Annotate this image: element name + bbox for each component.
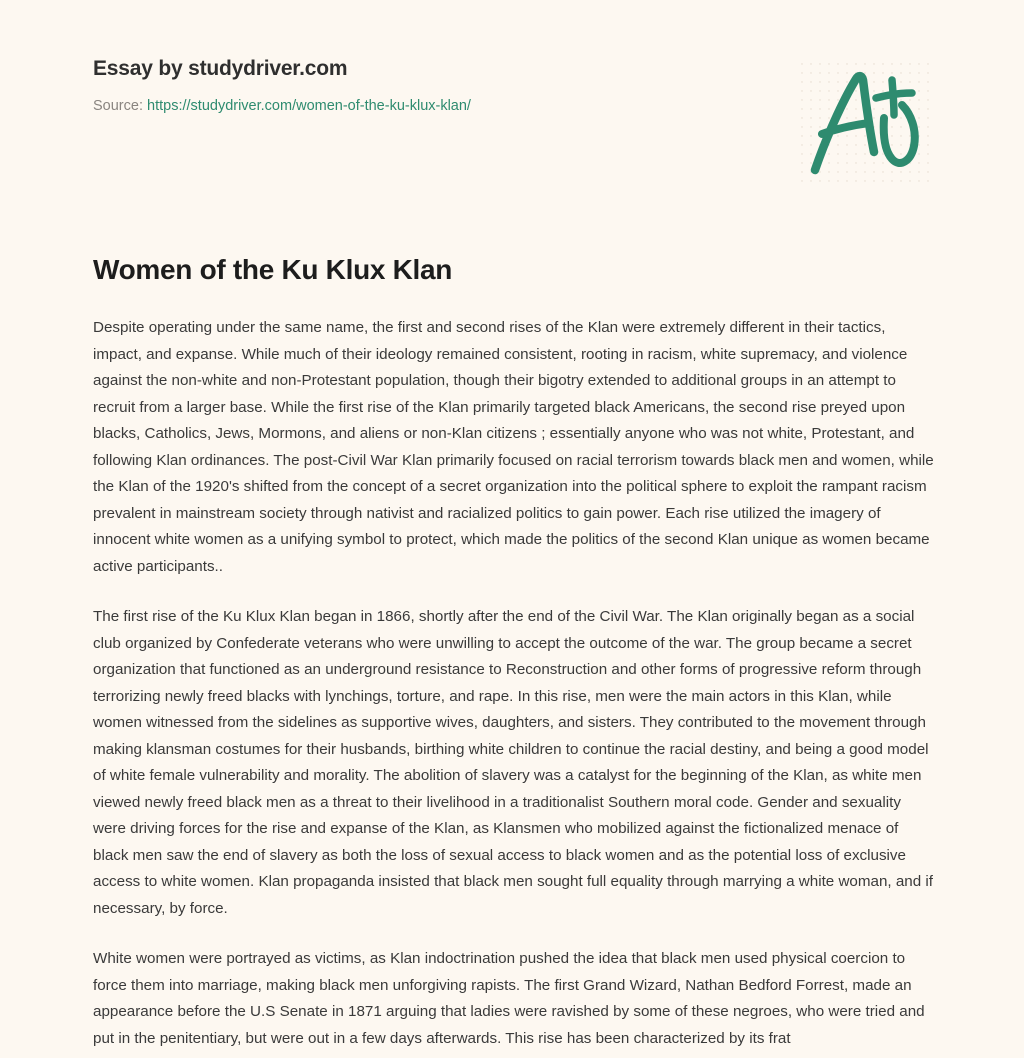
page-title: Women of the Ku Klux Klan xyxy=(93,254,453,285)
article-paragraph: White women were portrayed as victims, as Klan indoctrination pushed the idea that black men used physical coercion to force them into marriage, making black men unforgiving rapists. The first Grand Wizard, Nathan Bedford Forrest, made an appearance before the U.S Senate in 1871 arguing that ladies were ravished by some of these negroes, who were tried and put in the penitentiary, but were out in a few days afterwards. This rise has been characterized by its frat xyxy=(93,950,925,1047)
source-url-link[interactable]: https://studydriver.com/women-of-the-ku-klux-klan/ xyxy=(147,98,471,115)
source-label: Source: xyxy=(93,98,143,115)
article-body xyxy=(93,315,936,1052)
article-paragraph: Despite operating under the same name, the first and second rises of the Klan were extremely different in their tactics, impact, and expanse. While much of their ideology remained consistent, rooting in racism, white supremacy, and violence against the non-white and non-Protestant population, though their bigotry extended to additional groups in an attempt to recruit from a larger base. While the first rise of the Klan primarily targeted black Americans, the second rise preyed upon blacks, Catholics, Jews, Mormons, and aliens or non-Klan citizens ; essentially anyone who was not white, Protestant, and following Klan ordinances. The post-Civil War Klan primarily focused on racial terrorism towards black men and women, while the Klan of the 1920's shifted from the concept of a secret organization into the political sphere to exploit the rampant racism prevalent in mainstream society through nativist and racialized politics to gain power. Each rise utilized the imagery of innocent white women as a unifying symbol to protect, which made the politics of the second Klan unique as women became active participants.. xyxy=(93,319,934,575)
studydriver-a-plus-logo-icon xyxy=(800,62,936,182)
article xyxy=(93,252,936,1052)
essay-attribution: Essay by studydriver.com xyxy=(93,57,348,80)
article-paragraph: The first rise of the Ku Klux Klan began in 1866, shortly after the end of the Civil War. The Klan originally began as a social club organized by Confederate veterans who were unwilling to accept the outcome of the war. The group became a secret organization that functioned as an underground resistance to Reconstruction and other forms of progressive reform through terrorizing newly freed blacks with lynchings, torture, and rape. In this rise, men were the main actors in this Klan, while women witnessed from the sidelines as supportive wives, daughters, and sisters. They contributed to the movement through making klansman costumes for their husbands, birthing white children to continue the racial destiny, and being a good model of white female vulnerability and morality. The abolition of slavery was a catalyst for the beginning of the Klan, as white men viewed newly freed black men as a threat to their livelihood in a traditionalist Southern moral code. Gender and sexuality were driving forces for the rise and expanse of the Klan, as Klansmen who mobilized against the fictionalized menace of black men saw the end of slavery as both the loss of sexual access to black women and as the potential loss of exclusive access to white women. Klan propaganda insisted that black men sought full equality through marrying a white woman, and if necessary, by force. xyxy=(93,608,933,917)
